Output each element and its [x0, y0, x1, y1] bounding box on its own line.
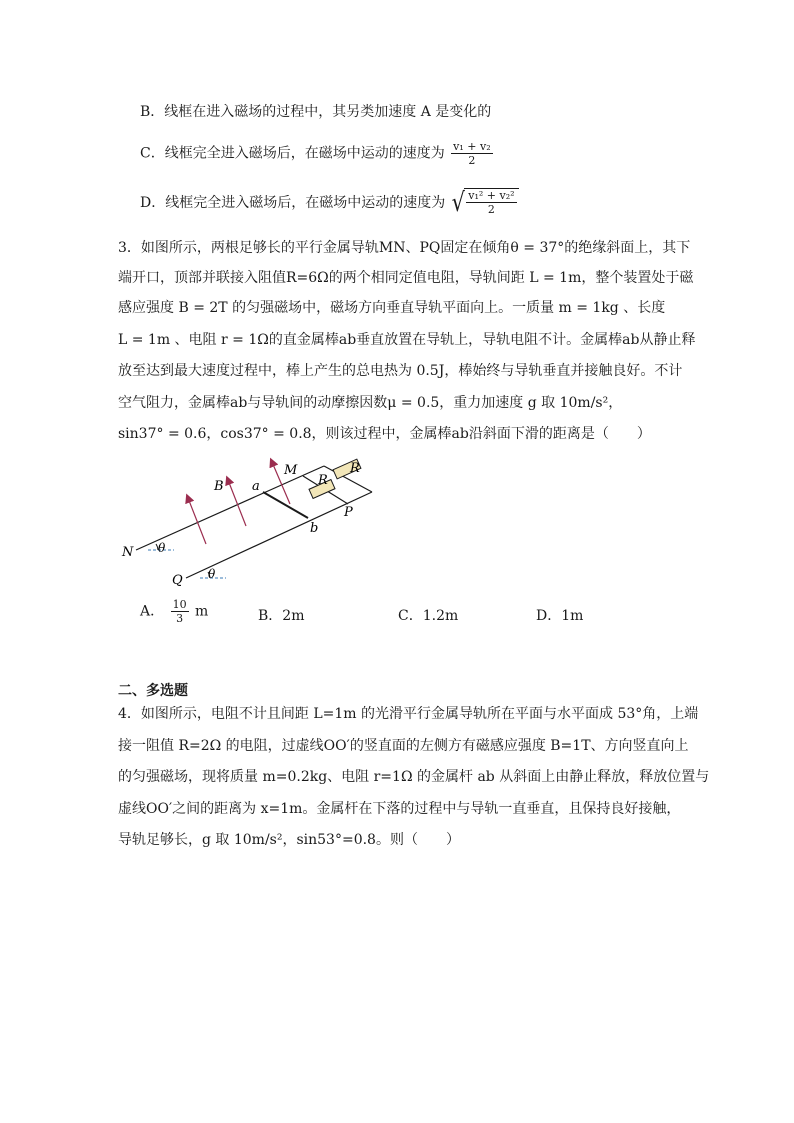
label-field-b: B — [214, 479, 224, 494]
label-m: M — [284, 463, 298, 478]
rail-mn — [136, 466, 324, 550]
choice-a-prefix: A． — [140, 603, 165, 620]
choice-c[interactable]: C．1.2m — [398, 608, 459, 624]
q3-line-5: 放至达到最大速度过程中，棒上产生的总电热为 0.5J，棒始终与导轨垂直并接触良好。不计 — [118, 363, 683, 379]
label-p: P — [344, 505, 353, 520]
rail-diagram — [118, 452, 388, 588]
choice-d[interactable]: D．1m — [536, 608, 584, 624]
label-n: N — [122, 545, 134, 560]
radicand — [464, 188, 518, 218]
option-d — [140, 188, 519, 218]
radical-sign: √ — [451, 188, 465, 218]
q3-line-2: 端开口，顶部并联接入阻值R=6Ω的两个相同定值电阻，导轨间距 L = 1m，整个装置处于磁 — [118, 270, 694, 286]
choice-a[interactable] — [140, 598, 208, 625]
fraction-denominator: 3 — [176, 612, 184, 625]
choice-a-unit: m — [195, 603, 209, 620]
q4-line-5: 导轨足够长，g 取 10m/s²，sin53°=0.8。则（ ） — [118, 832, 460, 848]
option-d-text: D．线框完全进入磁场后，在磁场中运动的速度为 — [140, 195, 446, 211]
q3-line-6: 空气阻力，金属棒ab与导轨间的动摩擦因数μ = 0.5，重力加速度 g 取 10m/s²， — [118, 395, 623, 411]
rod-ab — [263, 492, 308, 518]
choice-b[interactable]: B．2m — [258, 608, 305, 624]
fraction-denominator: 2 — [468, 154, 476, 167]
q3-line-7: sin37° = 0.6，cos37° = 0.8，则该过程中，金属棒ab沿斜面下滑的距离是（ ） — [118, 426, 651, 442]
q4-line-4: 虚线OO′之间的距离为 x=1m。金属杆在下落的过程中与导轨一直垂直，且保持良好接触， — [118, 801, 681, 817]
field-arrow-1 — [188, 498, 206, 544]
fraction-denominator: 2 — [487, 203, 495, 216]
label-b: b — [310, 521, 319, 536]
q3-line-1: 3．如图所示，两根足够长的平行金属导轨MN、PQ固定在倾角θ = 37°的绝缘斜面上，其下 — [118, 240, 691, 256]
fraction-numerator: 10 — [172, 598, 187, 611]
option-c — [140, 140, 495, 167]
option-c-text: C．线框完全进入磁场后，在磁场中运动的速度为 — [140, 145, 445, 162]
label-r2: R — [318, 473, 328, 488]
section-title: 二、多选题 — [118, 683, 188, 699]
q4-line-3: 的匀强磁场，现将质量 m=0.2kg、电阻 r=1Ω 的金属杆 ab 从斜面上由静止释放，释放位置与 — [118, 769, 710, 785]
q4-line-2: 接一阻值 R=2Ω 的电阻，过虚线OO′的竖直面的左侧方有磁感应强度 B=1T、方向竖直向上 — [118, 738, 689, 754]
label-theta-q: θ — [208, 567, 216, 581]
q3-line-3: 感应强度 B = 2T 的匀强磁场中，磁场方向垂直导轨平面向上。一质量 m = 1kg 、长度 — [118, 300, 666, 316]
fraction-numerator: v₁ + v₂ — [453, 140, 491, 153]
label-a: a — [252, 479, 260, 494]
label-theta-n: θ — [158, 541, 166, 555]
field-arrow-2 — [228, 480, 246, 526]
label-r1: R — [350, 461, 360, 476]
label-q: Q — [172, 573, 183, 588]
option-c-fraction — [451, 140, 492, 167]
q3-line-4: L = 1m 、电阻 r = 1Ω的直金属棒ab垂直放置在导轨上，导轨电阻不计。金属棒ab从静止释 — [118, 332, 696, 348]
q4-line-1: 4．如图所示，电阻不计且间距 L=1m 的光滑平行金属导轨所在平面与水平面成 53°角，上端 — [118, 706, 699, 722]
option-b: B．线框在进入磁场的过程中，其另类加速度 A 是变化的 — [140, 104, 492, 120]
fraction-numerator: v₁² + v₂² — [468, 189, 515, 202]
sqrt-expression — [450, 188, 519, 218]
